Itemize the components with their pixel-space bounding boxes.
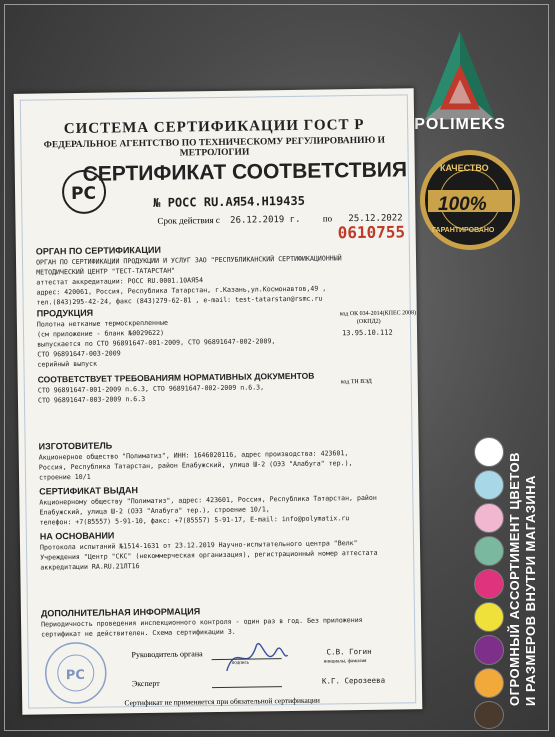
- signature-icon: [221, 630, 292, 681]
- organ-block: [36, 253, 342, 307]
- certificate-title: СЕРТИФИКАТ СООТВЕТСТВИЯ: [82, 158, 408, 186]
- agency-title: ФЕДЕРАЛЬНОЕ АГЕНТСТВО ПО ТЕХНИЧЕСКОМУ РЕГУЛИРОВАНИЮ И МЕТРОЛОГИИ: [43, 135, 386, 159]
- basis-block: [40, 538, 378, 573]
- maker-block: [39, 448, 353, 482]
- norms-line: СТО 96891647-001-2009 п.6.3, СТО 96891647-002-2009 п.6.3,: [37, 383, 265, 395]
- extra-heading: ДОПОЛНИТЕЛЬНАЯ ИНФОРМАЦИЯ: [40, 606, 201, 619]
- tnved-label: код ТН ВЭД: [340, 378, 372, 386]
- issued-block: [39, 493, 377, 528]
- extra-line: Периодичность проведения инспекционного контроля - один раз в год. Без приложения: [41, 616, 363, 629]
- valid-from: 26.12.2019 г.: [230, 214, 301, 226]
- okp-label-text: код ОК: [339, 311, 359, 318]
- okp-code: 13.95.10.112: [342, 328, 393, 338]
- product-heading: ПРОДУКЦИЯ: [36, 307, 94, 319]
- side-text-line2: И РАЗМЕРОВ ВНУТРИ МАГАЗИНА: [523, 475, 538, 706]
- norms-line: СТО 96891647-003-2009 п.6.3: [37, 395, 146, 405]
- maker-heading: ИЗГОТОВИТЕЛЬ: [38, 440, 113, 452]
- badge-percent: 100%: [438, 194, 487, 215]
- product-block: [37, 316, 276, 369]
- product-line: выпускается по СТО 96891647-001-2009, СТО 96891647-002-2009,: [37, 337, 276, 349]
- side-text-line1: ОГРОМНЫЙ АССОРТИМЕНТ ЦВЕТОВ: [507, 451, 522, 706]
- basis-line: Протокола испытаний №1514-1631 от 23.12.2019 Научно-испытательного центра "Велк": [39, 539, 358, 552]
- product-line: СТО 96891647-003-2009: [37, 349, 121, 359]
- okp-label: [340, 310, 416, 317]
- sign-caption: подпись: [231, 660, 250, 666]
- valid-to: 25.12.2022: [348, 213, 403, 225]
- swatch-purple: [474, 635, 504, 665]
- footer-note: Сертификат не применяется при обязательной сертификации: [124, 695, 320, 708]
- extra-line: сертификат не действителен. Схема сертификации 3.: [41, 627, 236, 639]
- swatch-white: [474, 437, 504, 467]
- product-line: серийный выпуск: [37, 359, 98, 369]
- issued-heading: СЕРТИФИКАТ ВЫДАН: [39, 485, 139, 497]
- swatch-magenta: [474, 569, 504, 599]
- product-line: (см приложение - бланк №0029622): [36, 328, 165, 339]
- basis-line: аккредитации RA.RU.21ЛТ16: [40, 562, 140, 572]
- system-title: СИСТЕМА СЕРТИФИКАЦИИ ГОСТ Р: [63, 116, 365, 138]
- certification-seal-icon: [43, 641, 108, 706]
- okp-standard: 034-2014(КПЕС 2008): [359, 310, 417, 318]
- swatch-yellow: [474, 602, 504, 632]
- badge-bottom-text: ГАРАНТИРОВАНО: [432, 227, 495, 234]
- valid-to-label: по: [322, 213, 333, 224]
- svg-text:PC: PC: [65, 667, 85, 684]
- swatch-pink: [474, 503, 504, 533]
- organ-line: ОРГАН ПО СЕРТИФИКАЦИИ ПРОДУКЦИИ И УСЛУГ ЗАО "РЕСПУБЛИКАНСКИЙ СЕРТИФИКАЦИОННЫЙ: [35, 254, 342, 267]
- head-name: С.В. Гогин: [326, 646, 372, 657]
- certificate-number: № РОСС RU.АЯ54.Н19435: [153, 193, 306, 210]
- validity-label: Срок действия с: [157, 214, 220, 226]
- expert-label: Эксперт: [131, 678, 160, 689]
- product-line: Полотна нетканые термоскрепленные: [36, 318, 168, 329]
- organ-line: аттестат аккредитации: РОСС RU.0001.10АЯ54: [36, 276, 204, 287]
- swatch-brown: [474, 701, 504, 729]
- initials-caption: инициалы, фамилия: [323, 658, 367, 665]
- swatch-light-blue: [474, 470, 504, 500]
- norms-heading: СООТВЕТСТВУЕТ ТРЕБОВАНИЯМ НОРМАТИВНЫХ ДОКУМЕНТОВ: [37, 370, 315, 385]
- issued-line: Акционерному обществу "Полиматиз", адрес: 423601, Россия, Республика Татарстан, район: [39, 493, 377, 507]
- head-label: Руководитель органа: [131, 649, 203, 660]
- organ-heading: ОРГАН ПО СЕРТИФИКАЦИИ: [35, 244, 161, 257]
- okp-sub: (ОКПД2): [356, 318, 381, 326]
- maker-line: Акционерное общество "Полиматиз", ИНН: 1646020116, адрес производства: 423601,: [38, 449, 349, 462]
- issued-line: телефон: +7(85557) 5-91-10, факс: +7(85557) 5-91-17, E-mail: info@polymatix.ru: [39, 514, 350, 527]
- swatch-orange: [474, 668, 504, 698]
- basis-line: Учреждения "Центр "СКС" (некоммерческая организация), регистрационный номер аттестата: [40, 548, 378, 562]
- expert-name: К.Г. Серозеева: [321, 675, 386, 686]
- maker-line: строение 10/1: [38, 472, 91, 482]
- maker-line: Россия, Республика Татарстан, район Елабужский, улица Ш-2 (ОЭЗ "Алабуга" тер.),: [38, 459, 353, 472]
- organ-line: тел.(843)295-42-24, факс (843)279-62-81 , e-mail: test-tatarstan@rsmc.ru: [36, 294, 323, 307]
- basis-heading: НА ОСНОВАНИИ: [39, 530, 115, 542]
- issued-line: Елабужский, улица Ш-2 (ОЭЗ "Алабуга" тер.), строение 10/1,: [39, 505, 270, 517]
- svg-text:PC: PC: [70, 183, 97, 205]
- swatch-green: [474, 536, 504, 566]
- badge-top-text: КАЧЕСТВО: [440, 163, 489, 173]
- brand-name: POLIMEKS: [414, 116, 506, 133]
- certificate-document: [14, 88, 423, 715]
- organ-line: МЕТОДИЧЕСКИЙ ЦЕНТР "ТЕСТ-ТАТАРСТАН": [36, 266, 176, 277]
- norms-block: [38, 382, 265, 405]
- blank-number: 0610755: [337, 222, 406, 243]
- organ-line: адрес: 420061, Россия, Республика Татарстан, г.Казань,ул.Космонавтов,49 ,: [36, 284, 327, 297]
- side-banner: [505, 398, 541, 710]
